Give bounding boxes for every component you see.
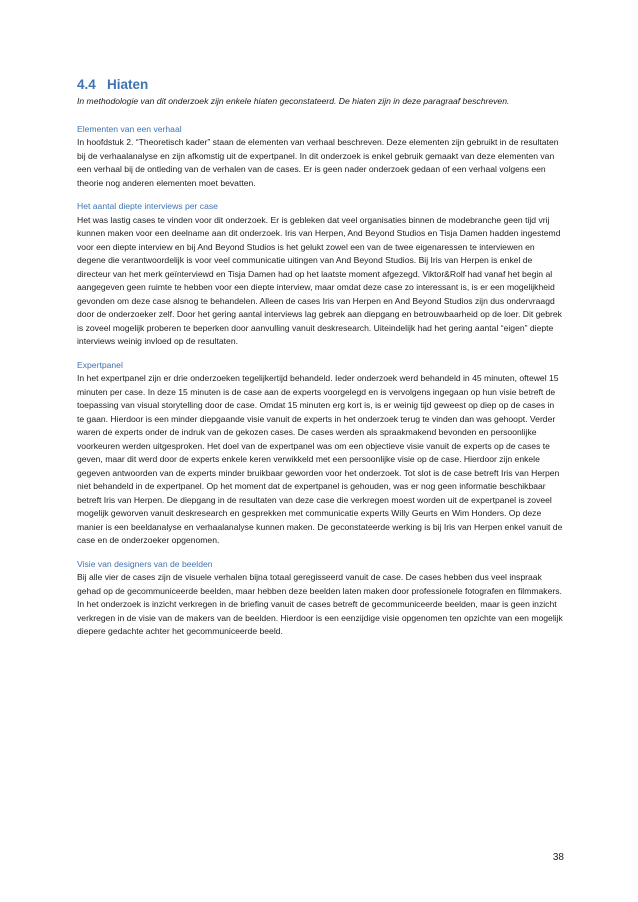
- section-number: 4.4: [77, 77, 96, 92]
- paragraph-visie-designers: Bij alle vier de cases zijn de visuele verhalen bijna totaal geregisseerd vanuit de case. De cases hebben dus veel inspraak gehad op de gecommuniceerde beelden, maar hebben deze beelden laten maken door professionele fotografen en filmmakers. In het onderzoek is inzicht verkregen in de briefing vanuit de cases betreft de gecommuniceerde beelden, maar is geen inzicht verkregen in de visie van de makers van de beelden. Hierdoor is een eenzijdige visie opgenomen ten opzichte van een mogelijk diepere gedachte achter het gecommuniceerde beeld.: [77, 572, 563, 636]
- paragraph-elementen: In hoofdstuk 2. “Theoretisch kader” staan de elementen van verhaal beschreven. Deze elementen zijn gebruikt in de resultaten bij de verhaalanalyse en zijn afkomstig uit de expertpanel. In dit onderzoek is enkel gebruik gemaakt van deze elementen van een verhaal bij de ontleding van de verhalen van de cases. Er is geen nader onderzoek gedaan of een verhaal volgens een theorie nog anderen elementen moet bevatten.: [77, 137, 559, 188]
- subheading-diepte-interviews: Het aantal diepte interviews per case: [77, 201, 218, 211]
- subheading-expertpanel: Expertpanel: [77, 359, 123, 370]
- paragraph-diepte-interviews: Het was lastig cases te vinden voor dit onderzoek. Er is gebleken dat veel organisaties binnen de modebranche geen tijd vrij kunnen maken voor een deelname aan dit onderzoek. Iris van Herpen, And Beyond Studios en Tisja Damen hadden ingestemd voor een diepte interview en bij And Beyond Studios is het gelukt zowel een van de twee eigenaressen te interviewen en degene die verantwoordelijk is voor veel communicatie uitingen van And Beyond Studios. Bij Iris van Herpen is enkel de directeur van het merk geïnterviewd en Tisja Damen had op het laatste moment afgezegd. Viktor&Rolf had vanaf het begin al aangegeven geen ruimte te hebben voor een diepte interview, maar omdat deze case zo interessant is, is er een mogelijkheid gevonden om deze case alsnog te behandelen. Alleen de cases Iris van Herpen en And Beyond Studios zijn dus ondervraagd door de onderzoeker zelf. Door het gering aantal interviews lag gebrek aan diepgang en betrouwbaarheid op de loer. Dit gebrek is zoveel mogelijk proberen te beperken door aanvulling vanuit deskresearch. Uiteindelijk had het gering aantal “eigen” diepte interviews weinig invloed op de resultaten.: [77, 214, 562, 346]
- intro-paragraph: In methodologie van dit onderzoek zijn enkele hiaten geconstateerd. De hiaten zijn in deze paragraaf beschreven.: [77, 96, 510, 106]
- page-number: 38: [552, 852, 564, 863]
- paragraph-expertpanel: In het expertpanel zijn er drie onderzoeken tegelijkertijd behandeld. Ieder onderzoek werd behandeld in 45 minuten, oftewel 15 minuten per case. In deze 15 minuten is de case aan de experts voorgelegd en is vervolgens ingegaan op hun visie betreft de toepassing van visual storytelling door de case. Omdat 15 minuten erg kort is, is er weinig tijd geweest op diep op de cases in te gaan. Hierdoor is een minder diepgaande visie vanuit de experts in het onderzoek terug te vinden dan was gehoopt. Verder waren de experts onder de indruk van de gekozen cases. De cases werden als spraakmakend bevonden en persoonlijke voorkeuren werden uitgesproken. Het doel van de expertpanel was om een objectieve visie vanuit de experts op de cases te geven, maar dit werd door de experts enkele keren verwikkeld met een persoonlijke visie op de case. Hierdoor zijn enkele gegeven antwoorden van de experts minder bruikbaar geworden voor het onderzoek. Tot slot is de case betreft Iris van Herpen niet behandeld in de expertpanel. Op het moment dat de expertpanel is gehouden, was er nog geen informatie beschikbaar betreft Iris van Herpen. De diepgang in de resultaten van deze case die verkregen moest worden uit de expertpanel is zoveel mogelijk geworven vanuit deskresearch en gesprekken met communicatie experts Willy Geurts en Wim Honders. Op deze manier is een beeldanalyse en verhaalanalyse kunnen maken. De geconstateerde werking is bij Iris van Herpen enkel vanuit de case en de onderzoeker opgenomen.: [77, 373, 563, 545]
- section-heading: [77, 76, 563, 93]
- section-title: Hiaten: [107, 77, 149, 92]
- subheading-elementen: Elementen van een verhaal: [77, 123, 182, 134]
- document-page: [77, 76, 563, 649]
- subheading-visie-designers: Visie van designers van de beelden: [77, 558, 213, 569]
